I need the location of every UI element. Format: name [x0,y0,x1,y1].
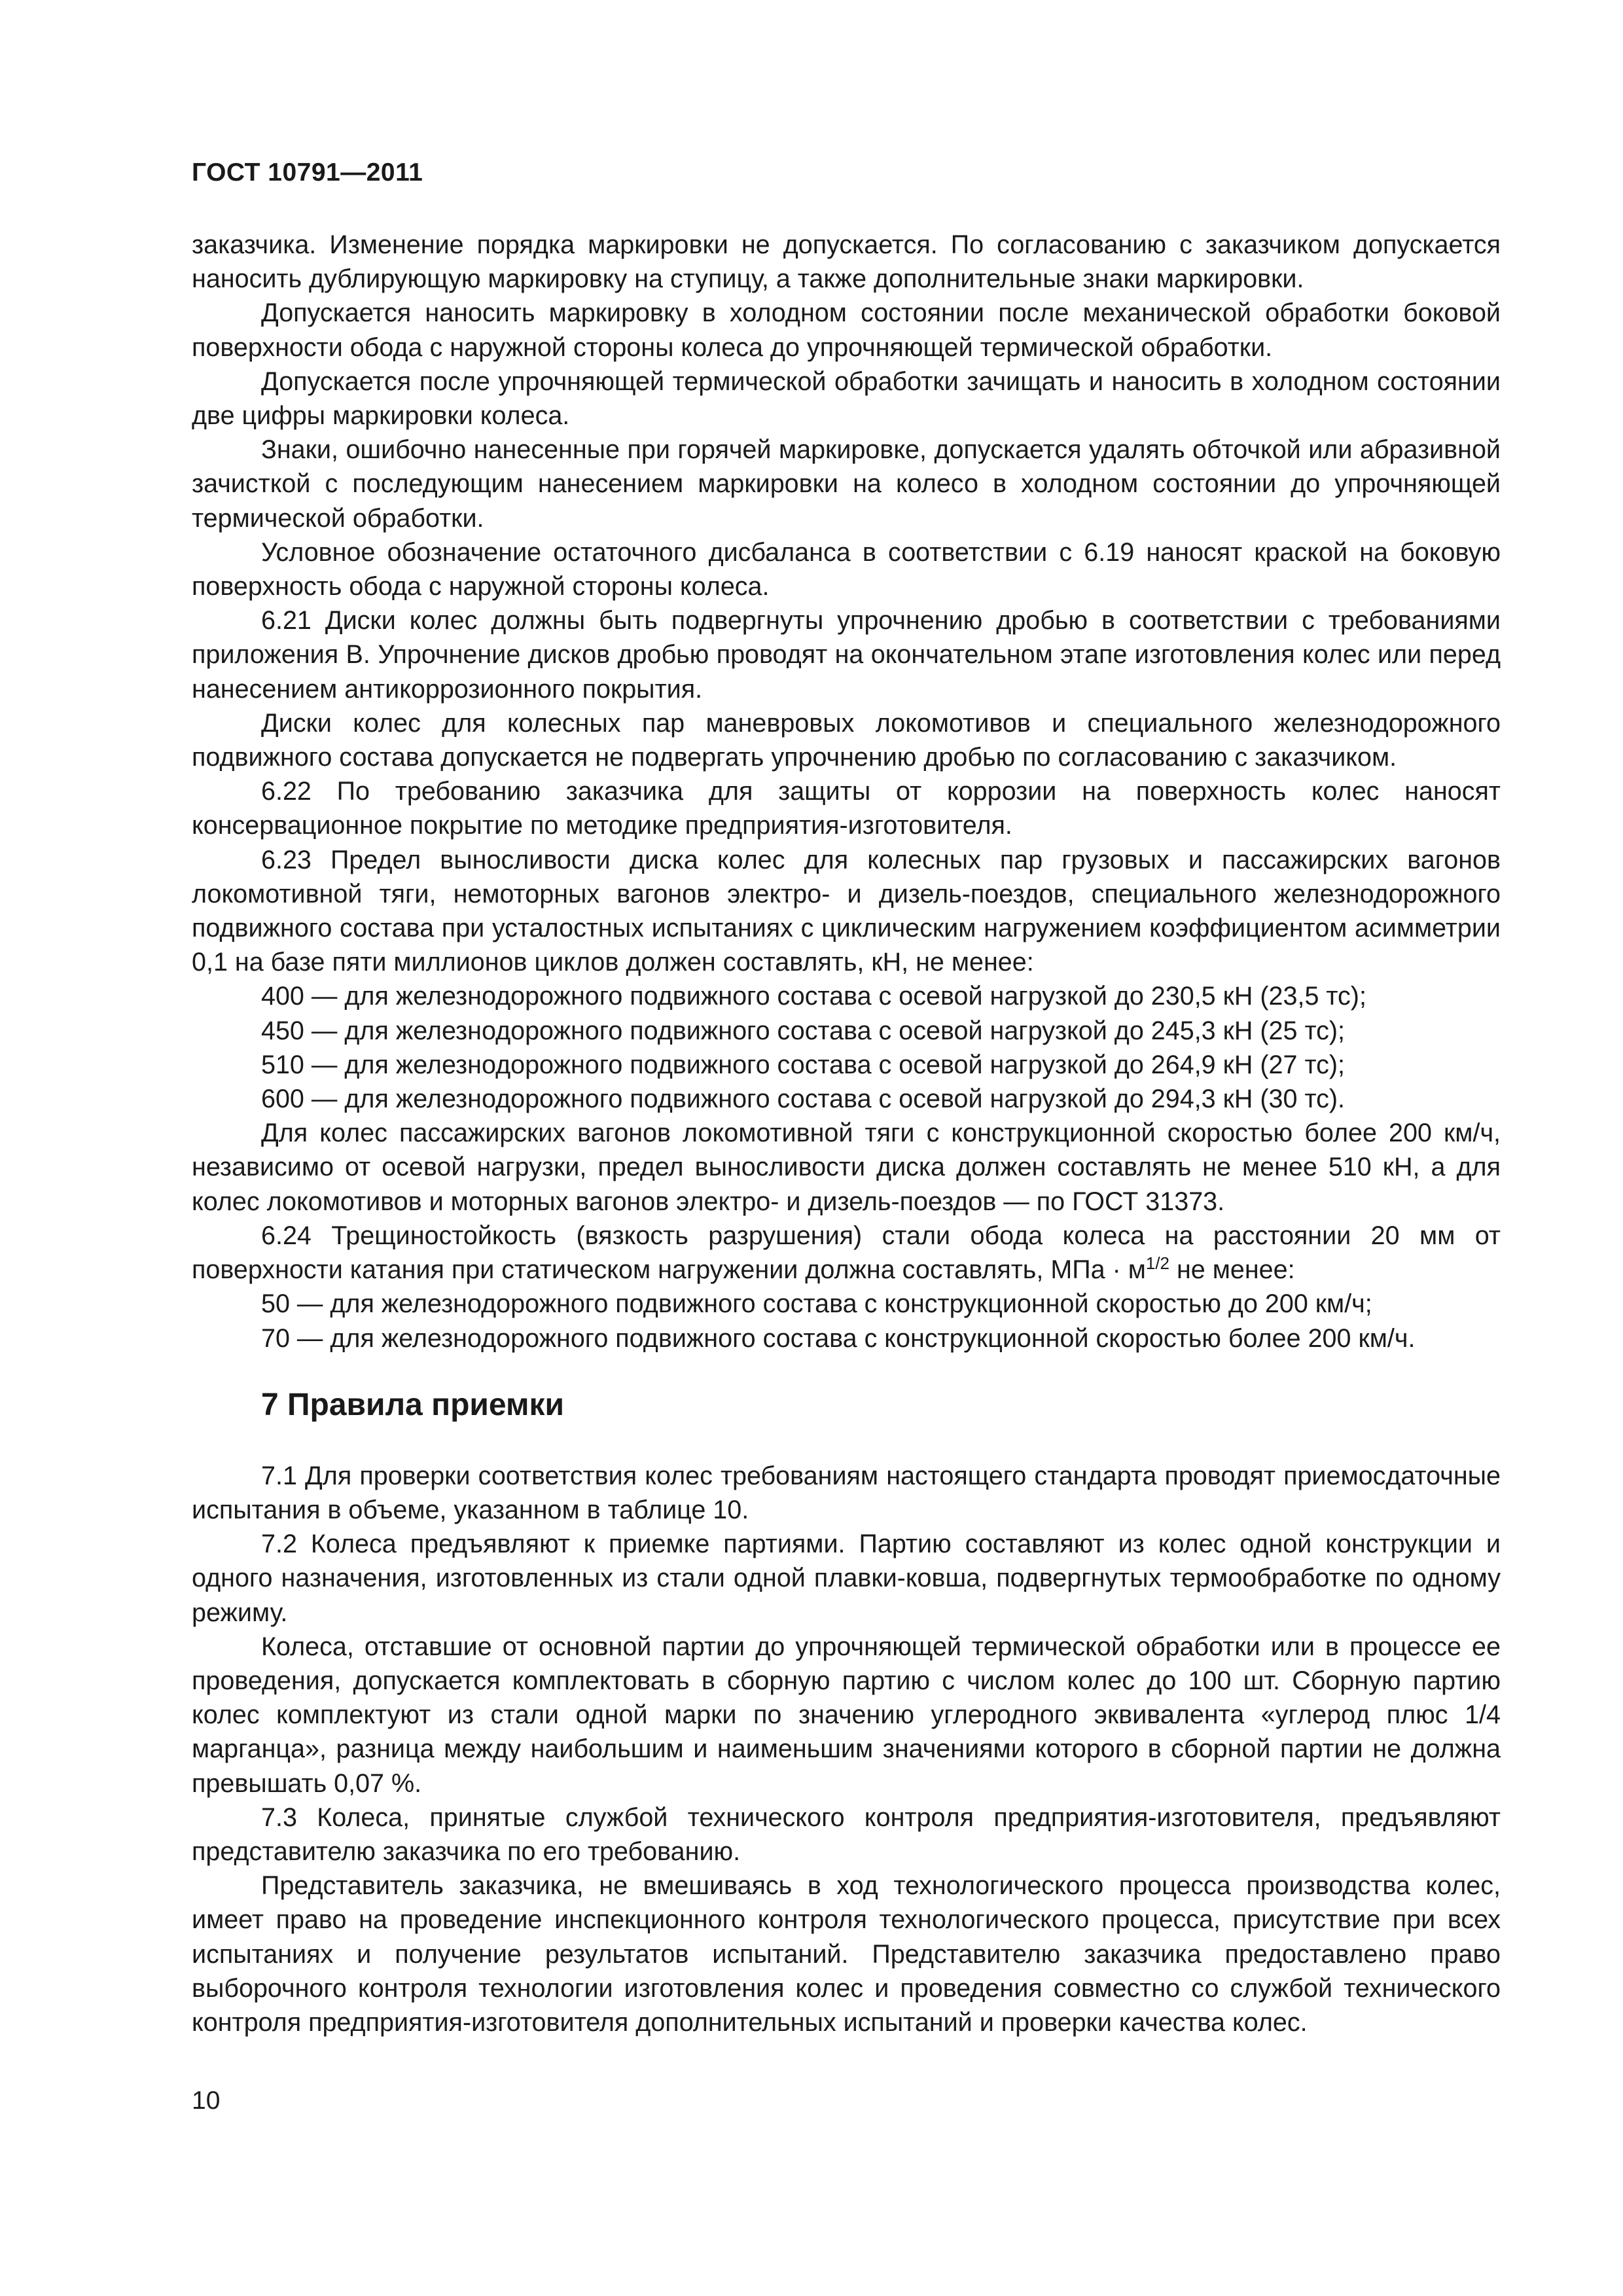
list-item: 400 — для железнодорожного подвижного состава с осевой нагрузкой до 230,5 кН (23,5 тс); [261,982,1366,1011]
paragraph: заказчика. Изменение порядка маркировки не допускается. По согласованию с заказчиком допускается наносить дублирующую маркировку на ступицу, а также дополнительные знаки маркировки. [192,230,1501,294]
paragraph: Диски колес для колесных пар маневровых локомотивов и специального железнодорожного подвижного состава допускается не подвергать упрочнению дробью по согласованию с заказчиком. [192,708,1501,772]
paragraph: 7.2 Колеса предъявляют к приемке партиями. Партию составляют из колес одной конструкции и одного назначения, изготовленных из стали одной плавки-ковша, подвергнутых термообработке по одному режиму. [192,1530,1501,1627]
paragraph: Знаки, ошибочно нанесенные при горячей маркировке, допускается удалять обточкой или абразивной зачисткой с последующим нанесением маркировки на колесо в холодном состоянии до упрочняющей термической обработки. [192,435,1501,533]
paragraph: Представитель заказчика, не вмешиваясь в ход технологического процесса производства колес, имеет право на проведение инспекционного контроля технологического процесса, присутствие при всех испытаниях и получение результатов испытаний. Представителю заказчика предоставлено право выборочного контроля технологии изготовления колес и проведения совместно со службой технического контроля предприятия-изготовителя дополнительных испытаний и проверки качества колес. [192,1871,1501,2037]
list-item: 600 — для железнодорожного подвижного состава с осевой нагрузкой до 294,3 кН (30 тс). [261,1085,1345,1114]
paragraph-6-24-tail: не менее: [1169,1255,1295,1285]
paragraph: 6.21 Диски колес должны быть подвергнуты упрочнению дробью в соответствии с требованиями приложения В. Упрочнение дисков дробью проводят на окончательном этапе изготовления колес или перед нанесением антикоррозионного покрытия. [192,606,1501,704]
paragraph-6-24 [192,1219,1501,1287]
list-item: 510 — для железнодорожного подвижного состава с осевой нагрузкой до 264,9 кН (27 тс); [261,1050,1345,1079]
paragraph: Условное обозначение остаточного дисбаланса в соответствии с 6.19 наносят краской на боковую поверхность обода с наружной стороны колеса. [192,537,1501,601]
page-number: 10 [192,2087,221,2115]
superscript-exponent: 1/2 [1145,1253,1170,1273]
list-item: 50 — для железнодорожного подвижного состава с конструкционной скоростью до 200 км/ч; [261,1289,1372,1319]
list-item: 70 — для железнодорожного подвижного состава с конструкционной скоростью более 200 км/ч. [261,1323,1416,1353]
paragraph: Допускается наносить маркировку в холодном состоянии после механической обработки боковой поверхности обода с наружной стороны колеса до упрочняющей термической обработки. [192,298,1501,362]
paragraph: 6.22 По требованию заказчика для защиты от коррозии на поверхность колес наносят консервационное покрытие по методике предприятия-изготовителя. [192,777,1501,840]
document-body [192,228,1501,2039]
section-heading: 7 Правила приемки [261,1387,565,1422]
paragraph: 7.3 Колеса, принятые службой технического контроля предприятия-изготовителя, предъявляют представителю заказчика по его требованию. [192,1803,1501,1866]
paragraph: 6.23 Предел выносливости диска колес для колесных пар грузовых и пассажирских вагонов локомотивной тяги, немоторных вагонов электро- и дизель-поездов, специального железнодорожного подвижного состава при усталостных испытаниях с циклическим нагружением коэффициентом асимметрии 0,1 на базе пяти миллионов циклов должен составлять, кН, не менее: [192,845,1501,977]
paragraph-6-24-text: 6.24 Трещиностойкость (вязкость разрушения) стали обода колеса на расстоянии 20 мм от поверхности катания при статическом нагружении должна составлять, МПа · м [192,1221,1501,1285]
list-item: 450 — для железнодорожного подвижного состава с осевой нагрузкой до 245,3 кН (25 тс); [261,1016,1345,1045]
paragraph: Колеса, отставшие от основной партии до упрочняющей термической обработки или в процессе ее проведения, допускается комплектовать в сборную партию с числом колес до 100 шт. Сборную партию колес комплектуют из стали одной марки по значению углеродного эквивалента «углерод плюс 1/4 марганца», разница между наибольшим и наименьшим значениями которого в сборной партии не должна превышать 0,07 %. [192,1632,1501,1798]
standard-code-header: ГОСТ 10791—2011 [192,158,423,187]
paragraph: Для колес пассажирских вагонов локомотивной тяги с конструкционной скоростью более 200 км/ч, независимо от осевой нагрузки, предел выносливости диска должен составлять не менее 510 кН, а для колес локомотивов и моторных вагонов электро- и дизель-поездов — по ГОСТ 31373. [192,1119,1501,1216]
paragraph: Допускается после упрочняющей термической обработки зачищать и наносить в холодном состоянии две цифры маркировки колеса. [192,367,1501,431]
paragraph: 7.1 Для проверки соответствия колес требованиям настоящего стандарта проводят приемосдаточные испытания в объеме, указанном в таблице 10. [192,1461,1501,1524]
